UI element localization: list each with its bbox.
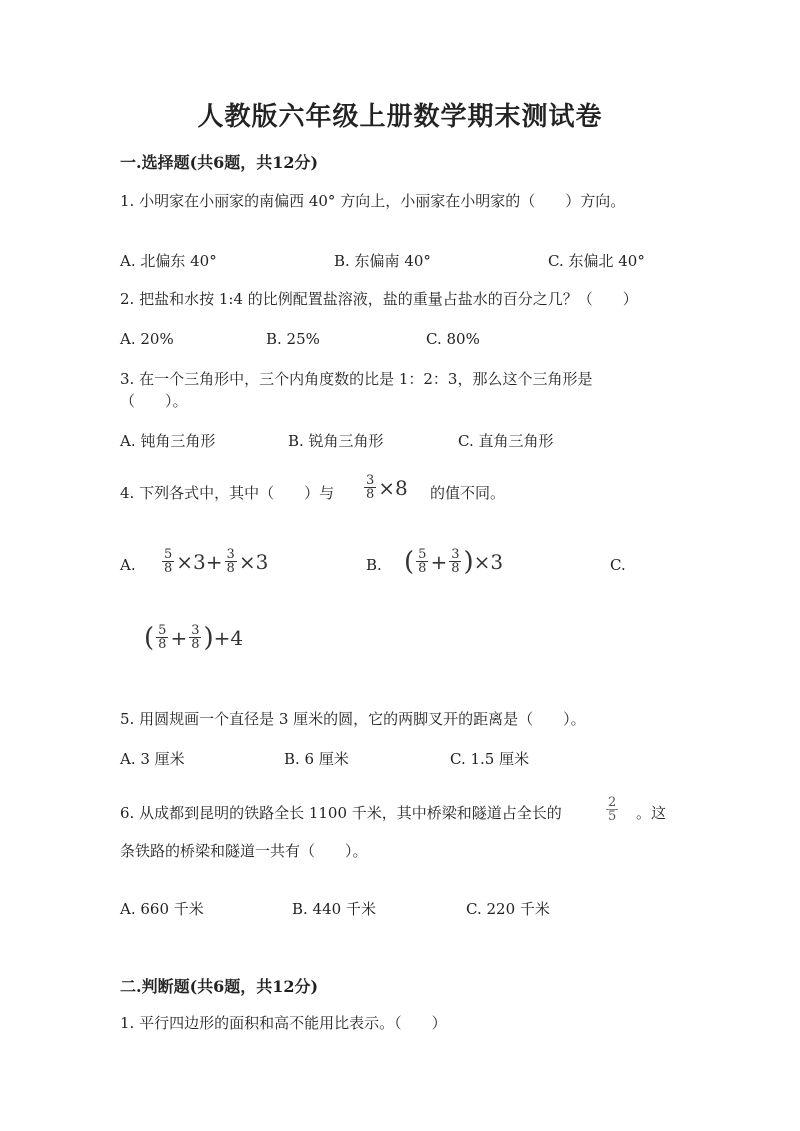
open-paren: ( [404,546,415,577]
question-2-text: 2. 把盐和水按 1:4 的比例配置盐溶液，盐的重量占盐水的百分之几？（ ） [120,290,638,308]
operator: ×3+ [176,549,223,574]
question-6-line-2: 条铁路的桥梁和隧道一共有（ ）。 [120,842,368,860]
fraction-numerator: 3 [451,547,460,562]
question-5-option-a: A. 3 厘米 [120,750,185,768]
open-paren: ( [144,622,155,653]
question-1-option-b: B. 东偏南 40° [334,252,431,270]
question-4-option-b-label: B. [366,556,382,574]
fraction-numerator: 3 [226,547,235,562]
question-3-line-1: 3. 在一个三角形中，三个内角度数的比是 1：2：3，那么这个三角形是 [120,370,593,388]
question-4-expression [362,474,408,501]
question-1-option-a: A. 北偏东 40° [120,252,217,270]
question-4-prefix: 4. 下列各式中，其中（ ）与 [120,484,335,502]
question-4-option-c-label: C. [610,556,626,574]
operator: ×3 [238,549,269,574]
question-1-text: 1. 小明家在小丽家的南偏西 40° 方向上，小丽家在小明家的（ ）方向。 [120,192,626,210]
question-2-option-c: C. 80% [426,330,480,348]
plus-operator: + [430,549,448,574]
fraction-denominator: 8 [366,487,375,502]
question-2-option-a: A. 20% [120,330,174,348]
question-4-option-b-expression [404,548,503,575]
fraction-denominator: 8 [191,637,200,652]
operator: +4 [213,625,244,650]
multiply-operator: ×8 [378,475,408,500]
fraction-denominator: 8 [418,561,427,576]
fraction-denominator: 8 [158,637,167,652]
question-4-option-a-expression [160,548,268,575]
operator: ×3 [473,549,504,574]
question-3-option-a: A. 钝角三角形 [120,432,216,450]
question-1-option-c: C. 东偏北 40° [548,252,645,270]
question-3-option-c: C. 直角三角形 [458,432,554,450]
fraction-numerator: 3 [366,473,375,488]
page-title: 人教版六年级上册数学期末测试卷 [197,102,603,132]
fraction [364,474,376,501]
question-4-option-c-expression [144,624,243,651]
question-3-line-2: （ ）。 [120,392,188,410]
question-5-option-c: C. 1.5 厘米 [450,750,530,768]
fraction-numerator: 2 [608,795,617,810]
fraction-numerator: 5 [418,547,427,562]
question-2-option-b: B. 25% [266,330,320,348]
fraction-denominator: 8 [164,561,173,576]
question-6-prefix: 6. 从成都到昆明的铁路全长 1100 千米，其中桥梁和隧道占全长的 [120,804,562,822]
question-6-fraction [604,796,620,823]
fraction-denominator: 8 [451,561,460,576]
fraction-denominator: 5 [608,809,617,824]
fraction-numerator: 5 [158,623,167,638]
question-4-suffix: 的值不同。 [430,484,506,502]
question-6-option-a: A. 660 千米 [120,900,204,918]
question-6-suffix: 。这 [636,804,667,822]
question-5-text: 5. 用圆规画一个直径是 3 厘米的圆，它的两脚叉开的距离是（ ）。 [120,710,586,728]
close-paren: ) [203,622,214,653]
question-6-option-b: B. 440 千米 [292,900,376,918]
fraction-numerator: 3 [191,623,200,638]
section-heading-judgement: 二.判断题(共6题，共12分) [120,977,319,996]
plus-operator: + [170,625,188,650]
question-3-option-b: B. 锐角三角形 [288,432,384,450]
fraction-denominator: 8 [226,561,235,576]
fraction-numerator: 5 [164,547,173,562]
section-heading-choice: 一.选择题(共6题，共12分) [120,153,319,172]
question-6-option-c: C. 220 千米 [466,900,550,918]
question-5-option-b: B. 6 厘米 [284,750,349,768]
question-4-option-a-label: A. [120,556,136,574]
close-paren: ) [463,546,474,577]
judgement-1-text: 1. 平行四边形的面积和高不能用比表示。（ ） [120,1014,447,1032]
